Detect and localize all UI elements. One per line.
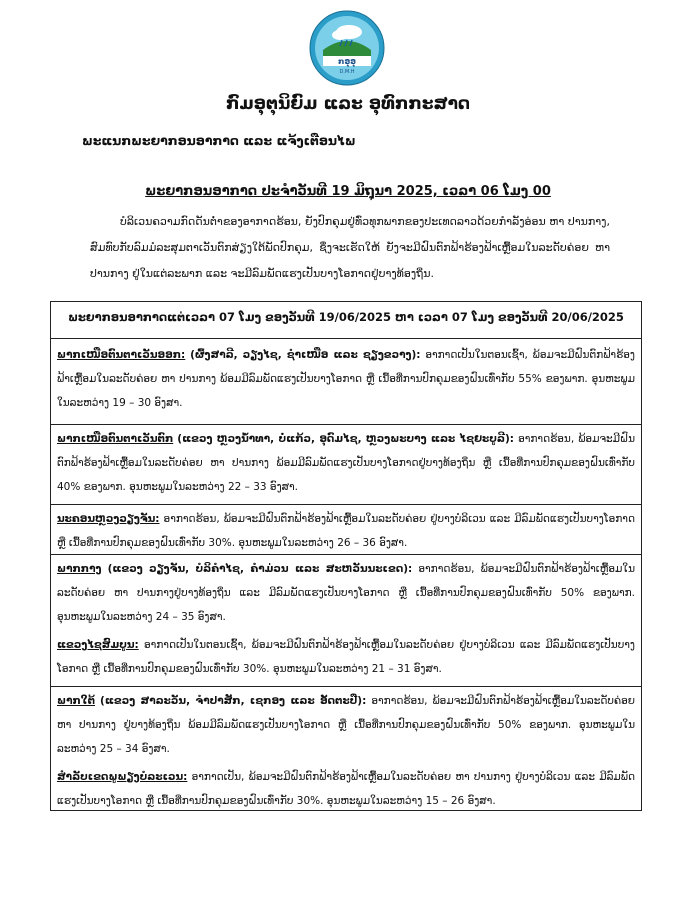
forecast-title: ພະຍາກອນອາກາດ ປະຈຳວັນທີ 19 ມິຖຸນາ 2025, ເວລາ 06 ໂມງ 00	[145, 184, 551, 199]
region-vientiane-capital	[51, 504, 641, 555]
region-text: ອາກາດຮ້ອນ, ພ້ອມຈະມີຝົນຕົກຟ້າຮ້ອງຟ້າເຫຼື້ອມໃນລະດັບຄ່ອຍ ຢູ່ບາງບໍລິເວນ ແລະ ມີລົມພັດແຮງເປັນບາງໂອກາດ ຫຼື ເນື້ອທີ່ການປົກຄຸມຂອງຝົນເທົ່າກັບ 30%. ອຸນຫະພູມໃນລະຫວ່າງ 26 – 36 ອົງສາ.	[57, 513, 635, 549]
region-text: ອາກາດຮ້ອນ, ພ້ອມຈະມີຝົນຕົກຟ້າຮ້ອງຟ້າເຫຼື້ອມໃນລະດັບຄ່ອຍ ຫາ ປານກາງ ຢູ່ບາງທ້ອງຖິ່ນ ພ້ອມມີລົມພັດແຮງເປັນບາງໂອກາດ ຫຼື ເນື້ອທີ່ການປົກຄຸມຂອງຝົນເທົ່າກັບ 50% ຂອງພາກ. ອຸນຫະພູມໃນລະຫວ່າງ 25 – 34 ອົງສາ.	[57, 695, 636, 755]
department-logo	[309, 10, 385, 86]
region-text: ອາກາດຮ້ອນ, ພ້ອມຈະມີຝົນຕົກຟ້າຮ້ອງຟ້າເຫຼື້ອມໃນລະດັບຄ່ອຍ ຫາ ປານກາງ ພ້ອມມີລົມພັດແຮງເປັນບາງໂອກາດຢູ່ບາງທ້ອງຖິ່ນ ຫຼື ເນື້ອທີ່ການປົກຄຸມຂອງຝົນເທົ່າກັບ 40% ຂອງພາກ. ອຸນຫະພູມໃນລະຫວ່າງ 22 – 33 ອົງສາ.	[57, 433, 636, 493]
region-name: ພາກເໜືອຕົນຕາເວັນຕົກ	[57, 433, 174, 445]
region-text: ອາກາດເປັນໃນຕອນເຊົ້າ, ພ້ອມຈະມີຝົນຕົກຟ້າຮ້ອງຟ້າເຫຼື້ອມໃນລະດັບຄ່ອຍ ຫາ ປານກາງ ພ້ອມມີລົມພັດແຮງເປັນບາງໂອກາດ ຫຼື ເນື້ອທີ່ການປົກຄຸມຂອງຝົນເທົ່າກັບ 55% ຂອງພາກ. ອຸນຫະພູມໃນລະຫວ່າງ 19 – 30 ອົງສາ.	[57, 349, 635, 409]
region-name: ນະຄອນຫຼວງວຽງຈັນ:	[57, 513, 160, 525]
region-provinces: (ແຂວງ ສາລະວັນ, ຈຳປາສັກ, ເຊກອງ ແລະ ອັດຕະປື):	[100, 695, 367, 707]
forecast-period: ພະຍາກອນອາກາດແຕ່ເວລາ 07 ໂມງ ຂອງວັນທີ 19/06/2025 ຫາ ເວລາ 07 ໂມງ ຂອງວັນທີ 20/06/2025	[68, 310, 624, 324]
subregion-text: ອາກາດເປັນ, ພ້ອມຈະມີຝົນຕົກຟ້າຮ້ອງຟ້າເຫຼື້ອມໃນລະດັບຄ່ອຍ ຫາ ປານກາງ ຢູ່ບາງບໍລິເວນ ແລະ ມີລົມພັດແຮງເປັນບາງໂອກາດ ຫຼື ເນື້ອທີ່ການປົກຄຸມຂອງຝົນເທົ່າກັບ 30%. ອຸນຫະພູມໃນລະຫວ່າງ 15 – 26 ອົງສາ.	[57, 771, 635, 807]
subregion-name: ສຳລັບເຂດພູພຽງບໍລະເວນ:	[57, 771, 188, 783]
region-name: ພາກໃຕ້	[57, 695, 96, 707]
forecast-intro-text: ບໍລິເວນຄວາມກົດດັນຕໍ່າຂອງອາກາດຮ້ອນ, ຍັງປົກຄຸມຢູ່ທົ່ວທຸກພາກຂອງປະເທດລາວດ້ວຍກຳລັງອ່ອນ ຫາ ປານກາງ, ສົມທົບກັບລົມມໍລະສຸມຕາເວັນຕົກສ່ຽງໃຕ້ພັດປົກຄຸມ, ຊຶ່ງຈະເຮັດໃຫ້ ຍັງຈະມີຝົນຕົກຟ້າຮ້ອງຟ້າເຫຼື້ອມໃນລະດັບຄ່ອຍ ຫາ ປານກາງ ຢູ່ໃນແຕ່ລະພາກ ແລະ ຈະມີລົມພັດແຮງເປັນບາງໂອກາດຢູ່ບາງທ້ອງຖິ່ນ.	[90, 215, 610, 280]
region-provinces: (ຜົ້ງສາລີ, ວຽງໄຊ, ຊຳເໜືອ ແລະ ຊຽງຂວາງ):	[190, 349, 421, 361]
subregion-name: ແຂວງໄຊສົມບູນ:	[57, 639, 139, 651]
subregion-text: ອາກາດເປັນໃນຕອນເຊົ້າ, ພ້ອມຈະມີຝົນຕົກຟ້າຮ້ອງຟ້າເຫຼື້ອມໃນລະດັບຄ່ອຍ ຢູ່ບາງບໍລິເວນ ແລະ ມີລົມພັດແຮງເປັນບາງໂອກາດ ຫຼື ເນື້ອທີ່ການປົກຄຸມຂອງຝົນເທົ່າກັບ 30%. ອຸນຫະພູມໃນລະຫວ່າງ 21 – 31 ອົງສາ.	[57, 639, 636, 675]
region-northeast	[51, 338, 641, 425]
region-northwest	[51, 424, 641, 505]
forecast-table	[50, 301, 642, 811]
region-name: ພາກກາງ	[57, 563, 102, 575]
division-name: ພະແນກພະຍາກອນອາກາດ ແລະ ແຈ້ງເຕືອນໄພ	[82, 133, 356, 148]
region-name: ພາກເໜືອຕົນຕາເວັນອອກ:	[57, 349, 186, 361]
region-text: ອາກາດຮ້ອນ, ພ້ອມຈະມີຝົນຕົກຟ້າຮ້ອງຟ້າເຫຼື້ອມໃນລະດັບຄ່ອຍ ຫາ ປານກາງຢູ່ບາງທ້ອງຖິ່ນ ແລະ ມີລົມພັດແຮງເປັນບາງໂອກາດ ຫຼື ເນື້ອທີ່ການປົກຄຸມຂອງຝົນເທົ່າກັບ 50% ຂອງພາກ. ອຸນຫະພູມໃນລະຫວ່າງ 24 – 35 ອົງສາ.	[57, 563, 635, 623]
region-provinces: (ແຂວງ ວຽງຈັນ, ບໍລິຄຳໄຊ, ຄຳມ່ວນ ແລະ ສະຫວັນນະເຂດ):	[107, 563, 413, 575]
logo-subtext: D.M.H	[339, 69, 355, 75]
department-title: ກົມອຸຕຸນິຍົມ ແລະ ອຸທົກກະສາດ	[226, 94, 470, 114]
logo-text: ກອຸອຸ	[338, 57, 356, 66]
forecast-intro	[90, 209, 610, 287]
region-central	[51, 554, 641, 687]
region-provinces: (ແຂວງ ຫຼວງນໍ້າທາ, ບໍ່ແກ້ວ, ອຸດົມໄຊ, ຫຼວງພະບາງ ແລະ ໄຊຍະບູລີ):	[177, 433, 514, 445]
region-south	[51, 686, 641, 811]
